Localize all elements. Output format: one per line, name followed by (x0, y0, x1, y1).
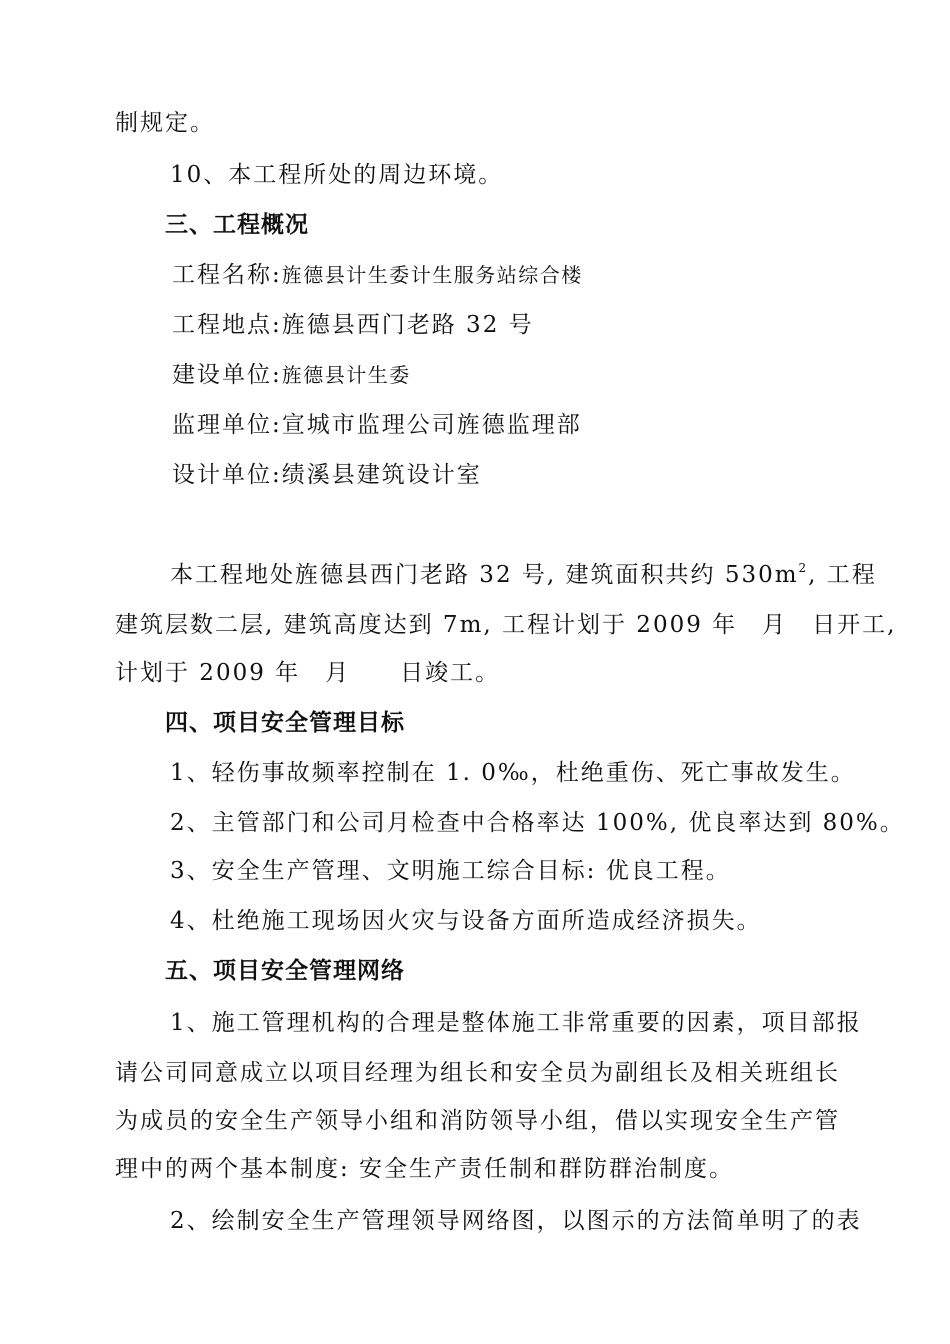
text-line: 10、本工程所处的周边环境。 (170, 162, 504, 188)
paragraph-line: 1、施工管理机构的合理是整体施工非常重要的因素，项目部报 (170, 1010, 862, 1036)
info-owner (172, 360, 411, 390)
paragraph-line: 计划于 2009 年 月 日竣工。 (115, 660, 501, 686)
info-project-name (172, 260, 583, 290)
section-heading-4: 四、项目安全管理目标 (165, 710, 405, 736)
paragraph-line: 为成员的安全生产领导小组和消防领导小组，借以实现安全生产管 (115, 1108, 840, 1134)
paragraph-line: 请公司同意成立以项目经理为组长和安全员为副组长及相关班组长 (115, 1060, 840, 1086)
text-line: 制规定。 (115, 110, 215, 136)
info-label: 工程地点: (172, 312, 282, 338)
paragraph-line: 理中的两个基本制度: 安全生产责任制和群防群治制度。 (115, 1156, 735, 1182)
info-value: 绩溪县建筑设计室 (281, 462, 482, 488)
info-project-location (172, 310, 534, 340)
info-label: 设计单位: (172, 462, 282, 488)
paragraph-line: 建筑层数二层, 建筑高度达到 7m, 工程计划于 2009 年 月 日开工, (115, 612, 897, 638)
goal-item: 3、安全生产管理、文明施工综合目标: 优良工程。 (170, 858, 731, 884)
goal-item: 2、主管部门和公司月检查中合格率达 100%, 优良率达到 80%。 (170, 810, 905, 836)
info-label: 工程名称: (172, 262, 282, 288)
info-label: 监理单位: (172, 412, 282, 438)
paragraph-line: 2、绘制安全生产管理领导网络图，以图示的方法简单明了的表 (170, 1208, 862, 1234)
info-supervisor (172, 410, 582, 440)
info-value: 旌德县西门老路 32 号 (281, 312, 534, 338)
info-value: 宣城市监理公司旌德监理部 (281, 412, 582, 438)
section-heading-3: 三、工程概况 (165, 212, 309, 238)
info-designer (172, 460, 482, 490)
goal-item: 4、杜绝施工现场因火灾与设备方面所造成经济损失。 (170, 908, 762, 934)
goal-item: 1、轻伤事故频率控制在 1. 0‰，杜绝重伤、死亡事故发生。 (170, 760, 856, 786)
info-label: 建设单位: (172, 362, 282, 388)
info-value: 旌德县计生委计生服务站综合楼 (281, 263, 583, 287)
section-heading-5: 五、项目安全管理网络 (165, 958, 405, 984)
superscript: 2 (798, 561, 809, 575)
info-value: 旌德县计生委 (281, 363, 411, 387)
paragraph-line: 本工程地处旌德县西门老路 32 号, 建筑面积共约 $530m^2$, 工程 (170, 561, 877, 588)
